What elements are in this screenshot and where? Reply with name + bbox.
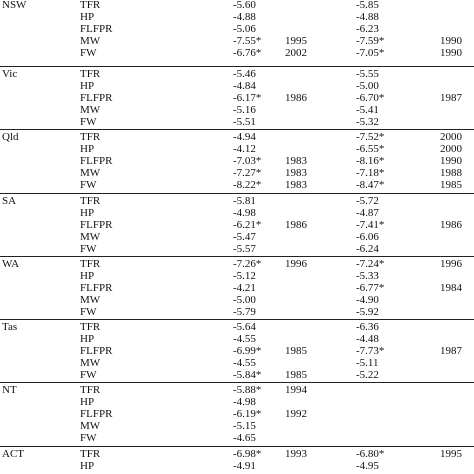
test-statistic-1-cell: -5.51	[233, 116, 256, 129]
test-statistic-1-cell: -6.19*	[233, 408, 262, 421]
test-statistic-2-cell: -6.23	[356, 23, 379, 36]
variable-cell: HP	[80, 333, 95, 346]
test-statistic-1-cell: -5.79	[233, 306, 256, 319]
break-year-2-cell: 1990	[440, 155, 462, 168]
variable-cell: FW	[80, 243, 97, 256]
break-year-2-cell: 1990	[440, 35, 462, 48]
test-statistic-2-cell: -8.47*	[356, 179, 385, 192]
variable-cell: MW	[80, 294, 101, 307]
test-statistic-1-cell: -5.88*	[233, 384, 262, 396]
break-year-2-cell: 1990	[440, 47, 462, 60]
test-statistic-2-cell: -5.85	[356, 0, 379, 11]
break-year-1-cell: 1993	[285, 448, 307, 460]
variable-cell: MW	[80, 231, 101, 244]
test-statistic-1-cell: -6.76*	[233, 47, 262, 60]
break-year-1-cell	[271, 459, 307, 473]
variable-cell: HP	[80, 143, 95, 156]
break-year-2-cell	[426, 115, 462, 129]
test-statistic-1-cell: -4.55	[233, 333, 256, 346]
test-statistic-1-cell: -7.03*	[233, 155, 262, 168]
break-year-1-cell: 1986	[285, 219, 307, 232]
break-year-1-cell	[271, 431, 307, 445]
test-statistic-1-cell: -5.46	[233, 68, 256, 80]
test-statistic-1-cell: -4.88	[233, 11, 256, 24]
test-statistic-1-cell: -4.91	[233, 460, 256, 473]
break-year-2-cell	[426, 242, 462, 256]
test-statistic-1-cell: -8.22*	[233, 179, 262, 192]
variable-cell: FW	[80, 369, 97, 382]
break-year-1-cell: 2002	[285, 47, 307, 60]
test-statistic-2-cell: -4.95	[356, 460, 379, 473]
test-statistic-2-cell: -4.88	[356, 11, 379, 24]
variable-cell: FW	[80, 116, 97, 129]
test-statistic-1-cell: -4.65	[233, 432, 256, 445]
variable-cell: HP	[80, 207, 95, 220]
variable-cell: FLFPR	[80, 23, 113, 36]
break-year-2-cell	[426, 368, 462, 382]
test-statistic-2-cell: -6.77*	[356, 282, 385, 295]
test-statistic-2-cell: -5.55	[356, 68, 379, 80]
variable-cell: TFR	[80, 321, 101, 333]
test-statistic-1-cell: -5.47	[233, 231, 256, 244]
test-statistic-1-cell: -6.99*	[233, 345, 262, 358]
variable-cell: FW	[80, 432, 97, 445]
test-statistic-1-cell: -4.98	[233, 396, 256, 409]
state-label: WA	[2, 258, 20, 270]
test-statistic-1-cell: -7.26*	[233, 258, 262, 270]
test-statistic-2-cell: -6.80*	[356, 448, 385, 460]
break-year-1-cell: 1992	[285, 408, 307, 421]
test-statistic-2-cell: -7.41*	[356, 219, 385, 232]
test-statistic-1-cell: -7.55*	[233, 35, 262, 48]
test-statistic-1-cell: -6.21*	[233, 219, 262, 232]
break-year-2-cell: 1987	[440, 345, 462, 358]
variable-cell: TFR	[80, 195, 101, 207]
test-statistic-1-cell: -5.16	[233, 104, 256, 117]
test-statistic-2-cell: -5.00	[356, 80, 379, 93]
break-year-2-cell: 2000	[440, 143, 462, 156]
variable-cell: TFR	[80, 0, 101, 11]
state-label: Tas	[2, 321, 18, 333]
break-year-2-cell: 2000	[440, 131, 462, 143]
test-statistic-2-cell: -6.06	[356, 231, 379, 244]
test-statistic-1-cell: -4.21	[233, 282, 256, 295]
variable-cell: HP	[80, 270, 95, 283]
test-statistic-1-cell: -5.81	[233, 195, 256, 207]
variable-cell: FW	[80, 47, 97, 60]
break-year-2-cell: 1988	[440, 167, 462, 180]
break-year-2-cell: 1996	[440, 258, 462, 270]
variable-cell: FLFPR	[80, 345, 113, 358]
variable-cell: FLFPR	[80, 219, 113, 232]
test-statistic-2-cell: -7.73*	[356, 345, 385, 358]
test-statistic-1-cell: -4.84	[233, 80, 256, 93]
variable-cell: MW	[80, 104, 101, 117]
test-statistic-1-cell: -5.06	[233, 23, 256, 36]
test-statistic-1-cell: -6.17*	[233, 92, 262, 105]
test-statistic-2-cell: -7.05*	[356, 47, 385, 60]
variable-cell: FW	[80, 306, 97, 319]
test-statistic-1-cell: -6.98*	[233, 448, 262, 460]
test-statistic-1-cell: -4.55	[233, 357, 256, 370]
break-year-1-cell: 1996	[285, 258, 307, 270]
variable-cell: TFR	[80, 448, 101, 460]
test-statistic-1-cell: -5.60	[233, 0, 256, 11]
break-year-2-cell	[426, 431, 462, 445]
variable-cell: MW	[80, 357, 101, 370]
test-statistic-1-cell: -7.27*	[233, 167, 262, 180]
break-year-2-cell: 1987	[440, 92, 462, 105]
break-year-2-cell: 1984	[440, 282, 462, 295]
variable-cell: TFR	[80, 258, 101, 270]
test-statistic-1-cell: -4.94	[233, 131, 256, 143]
variable-cell: FW	[80, 179, 97, 192]
variable-cell: TFR	[80, 131, 101, 143]
test-statistic-2-cell: -6.24	[356, 243, 379, 256]
state-label: NSW	[2, 0, 27, 11]
variable-cell: MW	[80, 35, 101, 48]
test-statistic-2-cell: -5.11	[356, 357, 379, 370]
break-year-1-cell: 1985	[285, 369, 307, 382]
variable-cell: HP	[80, 460, 95, 473]
break-year-1-cell	[271, 305, 307, 319]
state-label: ACT	[2, 448, 24, 460]
break-year-2-cell: 1995	[440, 448, 462, 460]
variable-cell: TFR	[80, 68, 101, 80]
test-statistic-2-cell: -4.48	[356, 333, 379, 346]
test-statistic-2-cell: -5.72	[356, 195, 379, 207]
test-statistic-1-cell: -5.12	[233, 270, 256, 283]
break-year-1-cell: 1985	[285, 345, 307, 358]
break-year-1-cell	[271, 115, 307, 129]
variable-cell: MW	[80, 167, 101, 180]
test-statistic-2-cell: -4.90	[356, 294, 379, 307]
variable-cell: TFR	[80, 384, 101, 396]
test-statistic-1-cell: -5.00	[233, 294, 256, 307]
variable-cell: FLFPR	[80, 282, 113, 295]
break-year-1-cell: 1995	[285, 35, 307, 48]
test-statistic-1-cell: -5.57	[233, 243, 256, 256]
break-year-1-cell	[271, 242, 307, 256]
test-statistic-2-cell: -5.33	[356, 270, 379, 283]
break-year-1-cell: 1994	[285, 384, 307, 396]
variable-cell: HP	[80, 80, 95, 93]
state-label: Qld	[2, 131, 19, 143]
test-statistic-2-cell: -5.22	[356, 369, 379, 382]
test-statistic-1-cell: -5.84*	[233, 369, 262, 382]
test-statistic-1-cell: -5.64	[233, 321, 256, 333]
test-statistic-2-cell: -7.59*	[356, 35, 385, 48]
test-statistic-2-cell: -7.52*	[356, 131, 385, 143]
break-year-1-cell: 1983	[285, 167, 307, 180]
test-statistic-1-cell: -4.98	[233, 207, 256, 220]
break-year-1-cell: 1983	[285, 155, 307, 168]
break-year-1-cell: 1986	[285, 92, 307, 105]
test-statistic-2-cell: -8.16*	[356, 155, 385, 168]
test-statistic-2-cell: -5.32	[356, 116, 379, 129]
variable-cell: HP	[80, 11, 95, 24]
variable-cell: HP	[80, 396, 95, 409]
test-statistic-2-cell: -5.92	[356, 306, 379, 319]
state-label: SA	[2, 195, 17, 207]
test-statistic-1-cell: -4.12	[233, 143, 256, 156]
break-year-2-cell	[426, 305, 462, 319]
test-statistic-2-cell: -7.18*	[356, 167, 385, 180]
break-year-2-cell	[426, 459, 462, 473]
variable-cell: MW	[80, 420, 101, 433]
test-statistic-2-cell: -6.55*	[356, 143, 385, 156]
variable-cell: FLFPR	[80, 155, 113, 168]
break-year-1-cell: 1983	[285, 179, 307, 192]
test-statistic-1-cell: -5.15	[233, 420, 256, 433]
variable-cell: FLFPR	[80, 408, 113, 421]
variable-cell: FLFPR	[80, 92, 113, 105]
break-year-2-cell: 1985	[440, 179, 462, 192]
test-statistic-2-cell: -4.87	[356, 207, 379, 220]
break-year-2-cell: 1986	[440, 219, 462, 232]
test-statistic-2-cell: -7.24*	[356, 258, 385, 270]
state-label: NT	[2, 384, 17, 396]
test-statistic-2-cell: -6.70*	[356, 92, 385, 105]
test-statistic-2-cell: -6.36	[356, 321, 379, 333]
test-statistic-2-cell: -5.41	[356, 104, 379, 117]
state-label: Vic	[2, 68, 18, 80]
